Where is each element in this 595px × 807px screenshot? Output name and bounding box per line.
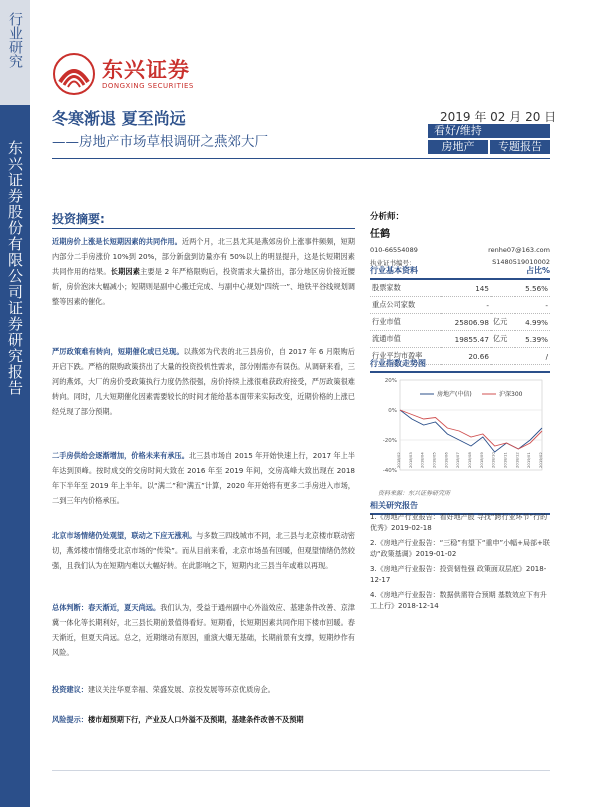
summary-paragraph-5 — [52, 600, 355, 660]
tag-industry: 房地产 — [428, 140, 488, 154]
summary-paragraph-3 — [52, 448, 355, 508]
related-item[interactable]: 1.《房地产行业报告：看好地产股 寻找“跨行业环节”行的优秀》2019-02-18 — [370, 513, 548, 532]
series-line-2 — [400, 410, 542, 449]
analyst-phone: 010-66554089 — [370, 246, 418, 254]
related-item[interactable]: 3.《房地产行业报告：投资韧性强 政策面双层底》2018-12-17 — [370, 565, 547, 584]
paragraph-lead: 北京市场情绪仍处观望，联动之下应无涨利。 — [52, 531, 197, 540]
x-tick-label: 2018/02 — [396, 452, 401, 468]
summary-paragraph-7 — [52, 712, 355, 727]
ratio-header: 占比% — [525, 266, 550, 275]
report-date: 2019 年 02 月 20 日 — [440, 110, 557, 124]
basic-info-row — [370, 280, 550, 297]
basic-info-ratio: 5.56% — [515, 280, 550, 297]
paragraph-tail: 主要是 2 年严格限购后，投资需求大量挤出，部分地区房价接近腰斩，房价泡沫大幅减小；短期则是副中心搬迁完成、与副中心规划“四统一”、地铁平谷线规划调整等因素的催化。 — [52, 267, 355, 306]
summary-paragraph-4 — [52, 528, 355, 573]
x-tick-label: 2018/11 — [502, 452, 508, 468]
paragraph-lead: 风险提示： — [52, 715, 88, 724]
rating-badge: 看好/维持 — [428, 124, 550, 138]
sidebar — [0, 0, 30, 807]
sidebar-category-box — [0, 0, 30, 105]
basic-info-table — [370, 280, 550, 365]
x-tick-label: 2018/04 — [419, 452, 425, 468]
paragraph-lead: 近期房价上涨是长短期因素的共同作用。 — [52, 237, 182, 246]
x-tick-label: 2018/07 — [455, 452, 461, 468]
trend-chart-svg — [370, 370, 550, 482]
y-tick-label: 20% — [384, 378, 397, 384]
paragraph-body: 以燕郊为代表的北三县房价，自 2017 年 6 月限购后开启下跌。严格的限购政策挤出了大量的投资投机性需求，部分刚需亦有误伤。从调研来看，三河的燕郊，大厂的房价受政策执行力度仍然很强，房价持续上涨很难获政府接受，严厉政策很难转向。同时，几大短期催化因素需要较长的时间才能给基本面带来实际改变，近期价格的上涨已经兑现了部分预期。 — [52, 347, 355, 416]
cert-label: 执业证书编号： — [370, 259, 416, 267]
basic-info-unit — [491, 297, 515, 314]
basic-info-section — [370, 265, 550, 365]
summary-heading: 投资摘要: — [52, 212, 105, 226]
paragraph-body: 近两个月，北三县尤其是燕郊房价上涨事件频频，短期内部分二手房涨价 10%到 20%，部分新盘到访量亦有 50%以上的明显提升，这是长短期因素共同作用的结果。 — [52, 237, 355, 276]
basic-info-value: 145 — [441, 280, 491, 297]
analyst-block — [370, 210, 550, 267]
basic-info-ratio: 5.39% — [515, 331, 550, 348]
y-tick-label: 0% — [388, 408, 397, 414]
paragraph-lead: 总体判断：春天渐近，夏天尚远。 — [52, 603, 161, 612]
report-subtitle: ——房地产市场草根调研之燕郊大厂 — [52, 134, 268, 150]
x-tick-label: 2018/03 — [407, 452, 413, 468]
related-list — [370, 512, 550, 616]
basic-info-value: 25806.98 — [441, 314, 491, 331]
summary-paragraph-6 — [52, 682, 355, 697]
tag-row — [428, 140, 550, 154]
x-tick-label: 2019/02 — [538, 452, 543, 468]
x-tick-label: 2018/05 — [431, 452, 437, 468]
report-title: 冬寒渐退 夏至尚远 — [52, 109, 186, 128]
basic-info-label: 股票家数 — [370, 280, 441, 297]
y-tick-label: -40% — [382, 468, 397, 474]
header-divider — [52, 158, 550, 159]
legend-label-2: 沪深300 — [499, 391, 523, 398]
basic-info-row — [370, 331, 550, 348]
logo-name-cn: 东兴证券 — [102, 58, 190, 82]
paragraph-body: 建议关注华夏幸福、荣盛发展、京投发展等环京优质房企。 — [87, 685, 275, 694]
analyst-email[interactable]: renhe07@163.com — [488, 246, 550, 254]
x-tick-label: 2018/09 — [478, 452, 484, 468]
paragraph-body: 我们认为，受益于通州副中心外溢效应、基建条件改善、京津冀一体化等长期利好，北三县长期前景值得看好。短期看，长短期因素共同作用下楼市回暖。春天渐近，但夏天尚远。总之，近期继动有原因，重演大爆无基础，长期前景有支撑，短期炒作有风险。 — [52, 603, 355, 657]
paragraph-lead: 二手房供给会逐渐增加，价格未来有承压。 — [52, 451, 189, 460]
company-logo — [52, 52, 202, 96]
basic-info-unit: 亿元 — [491, 314, 515, 331]
basic-info-title: 行业基本资料 — [370, 266, 418, 275]
analyst-name: 任鹤 — [370, 229, 390, 240]
paragraph-body: 楼市超预期下行，产业及人口外溢不及预期，基建条件改善不及预期 — [87, 715, 304, 724]
analyst-label: 分析师： — [370, 212, 405, 222]
paragraph-bold: 长期因素 — [110, 267, 141, 276]
x-tick-label: 2018/12 — [514, 452, 520, 468]
trend-title: 行业指数走势图 — [370, 359, 426, 368]
basic-info-unit: 亿元 — [491, 331, 515, 348]
related-title: 相关研究报告 — [370, 501, 418, 510]
trend-chart — [370, 370, 550, 482]
basic-info-row — [370, 314, 550, 331]
tag-report-type: 专题报告 — [490, 140, 550, 154]
basic-info-unit — [491, 280, 515, 297]
x-tick-label: 2018/08 — [467, 452, 472, 468]
x-tick-label: 2018/10 — [490, 452, 496, 468]
summary-paragraph-1 — [52, 234, 355, 309]
basic-info-label: 流通市值 — [370, 331, 441, 348]
y-tick-label: -20% — [382, 438, 397, 444]
legend-label-1: 房地产(中信) — [437, 391, 472, 398]
x-tick-label: 2019/01 — [526, 452, 532, 468]
report-category: 行业研究 — [7, 12, 23, 68]
x-tick-label: 2018/06 — [443, 452, 449, 468]
logo-name-en: DONGXING SECURITIES — [102, 82, 194, 90]
paragraph-lead: 投资建议： — [52, 685, 88, 694]
company-report-label: 东兴证券股份有限公司证券研究报告 — [6, 140, 24, 396]
basic-info-ratio: - — [515, 297, 550, 314]
basic-info-ratio: / — [515, 348, 550, 365]
related-item[interactable]: 4.《房地产行业报告：数据供需符合预期 基数效应下有升工上行》2018-12-14 — [370, 591, 547, 610]
basic-info-ratio: 4.99% — [515, 314, 550, 331]
related-item[interactable]: 2.《房地产行业报告：“三稳”有望下“重申”小幅+局部+联动“政策基调》2019-01-02 — [370, 539, 550, 558]
paragraph-lead: 严厉政策难有转向，短期催化或已兑现。 — [52, 347, 184, 356]
basic-info-value: 19855.47 — [441, 331, 491, 348]
summary-divider — [52, 228, 355, 229]
basic-info-row — [370, 297, 550, 314]
footer-divider — [52, 770, 550, 771]
basic-info-label: 行业平均市盈率 — [370, 348, 441, 365]
summary-paragraph-2 — [52, 344, 355, 419]
basic-info-value: - — [441, 297, 491, 314]
paragraph-body: 与多数三四线城市不同，北三县与北京楼市联动密切，燕郊楼市情绪受北京市场的“传染”。而从目前来看，北京市场虽有回暖，但观望情绪仍然较强，且我们认为在短期内难以大幅好转。在此影响之下，短期内北三县当年或难以再现。 — [52, 531, 355, 570]
basic-info-label: 重点公司家数 — [370, 297, 441, 314]
logo-mark-icon — [52, 52, 96, 96]
paragraph-body: 北三县市场自 2015 年开始快速上行，2017 年上半年达到顶峰。按时成交的交房时间大致在 2016 年至 2019 年间，交房高峰大致出现在 2018 年下半年至 2019 年上半年。以“满二”和“满五”计算，2020 年开始将有更多二手房进入市场，二到三年内价格承压。 — [52, 451, 355, 505]
cert-number: S1480519010002 — [492, 258, 550, 266]
series-line-1 — [400, 410, 542, 452]
basic-info-label: 行业市值 — [370, 314, 441, 331]
basic-info-value: 20.66 — [441, 348, 491, 365]
chart-source: 资料来源：东兴证券研究所 — [378, 490, 451, 497]
